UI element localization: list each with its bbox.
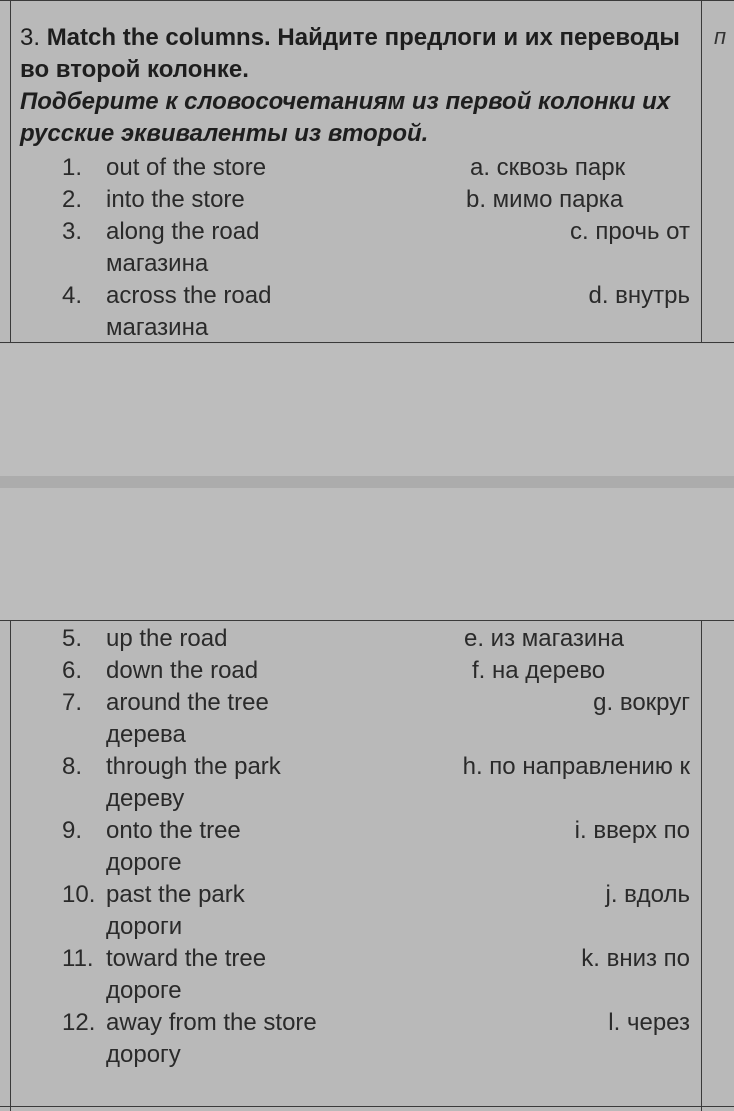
- russian-equivalent: h. по направлению к: [462, 753, 690, 780]
- item-number: 4.: [62, 282, 83, 309]
- exercise-number: 3.: [20, 24, 41, 51]
- english-phrase: through the park: [106, 753, 281, 780]
- left-border: [10, 0, 11, 343]
- exercise-header: [20, 22, 690, 150]
- english-phrase: away from the store: [106, 1009, 317, 1036]
- exercise-title: Match the columns. Найдите предлоги и их переводы во второй колонке.: [20, 24, 680, 83]
- english-phrase: down the road: [106, 657, 259, 684]
- top-border: [0, 620, 734, 621]
- english-phrase: toward the tree: [106, 945, 267, 972]
- english-phrase: out of the store: [106, 154, 267, 181]
- item-number: 9.: [62, 817, 83, 844]
- english-phrase: into the store: [106, 186, 245, 213]
- english-phrase: up the road: [106, 625, 228, 652]
- russian-equivalent: e. из магазина: [464, 625, 624, 652]
- line-continuation: дереву: [106, 785, 185, 812]
- line-continuation: дороги: [106, 913, 183, 940]
- blank-area: [0, 344, 734, 476]
- page-divider: [0, 476, 734, 488]
- line-continuation: магазина: [106, 314, 209, 341]
- english-phrase: along the road: [106, 218, 260, 245]
- russian-equivalent: c. прочь от: [570, 218, 690, 245]
- item-number: 11.: [62, 945, 94, 972]
- russian-equivalent: a. сквозь парк: [470, 154, 626, 181]
- right-border: [701, 0, 702, 343]
- item-number: 6.: [62, 657, 83, 684]
- worksheet-top-section: [0, 0, 734, 343]
- worksheet-bottom-section: [0, 620, 734, 1111]
- russian-equivalent: f. на дерево: [472, 657, 606, 684]
- line-continuation: дерева: [106, 721, 186, 748]
- russian-equivalent: l. через: [608, 1009, 690, 1036]
- cut-off-text: п: [714, 24, 727, 49]
- item-number: 5.: [62, 625, 83, 652]
- russian-equivalent: b. мимо парка: [466, 186, 624, 213]
- exercise-instruction: Подберите к словосочетаниям из первой колонки их русские эквиваленты из второй.: [20, 88, 671, 147]
- english-phrase: across the road: [106, 282, 272, 309]
- item-number: 8.: [62, 753, 83, 780]
- item-number: 2.: [62, 186, 83, 213]
- line-continuation: магазина: [106, 250, 209, 277]
- russian-equivalent: j. вдоль: [605, 881, 690, 908]
- item-number: 1.: [62, 154, 83, 181]
- line-continuation: дорогу: [106, 1041, 181, 1068]
- english-phrase: onto the tree: [106, 817, 241, 844]
- item-number: 3.: [62, 218, 83, 245]
- line-continuation: дороге: [106, 977, 182, 1004]
- russian-equivalent: k. вниз по: [581, 945, 690, 972]
- english-phrase: around the tree: [106, 689, 269, 716]
- right-border: [701, 620, 702, 1111]
- item-number: 7.: [62, 689, 83, 716]
- russian-equivalent: i. вверх по: [574, 817, 690, 844]
- line-continuation: дороге: [106, 849, 182, 876]
- english-phrase: past the park: [106, 881, 245, 908]
- item-number: 10.: [62, 881, 96, 908]
- item-number: 12.: [62, 1009, 96, 1036]
- bottom-border: [0, 1106, 734, 1107]
- blank-area: [0, 488, 734, 620]
- russian-equivalent: g. вокруг: [593, 689, 690, 716]
- russian-equivalent: d. внутрь: [588, 282, 690, 309]
- top-border: [0, 0, 734, 1]
- left-border: [10, 620, 11, 1111]
